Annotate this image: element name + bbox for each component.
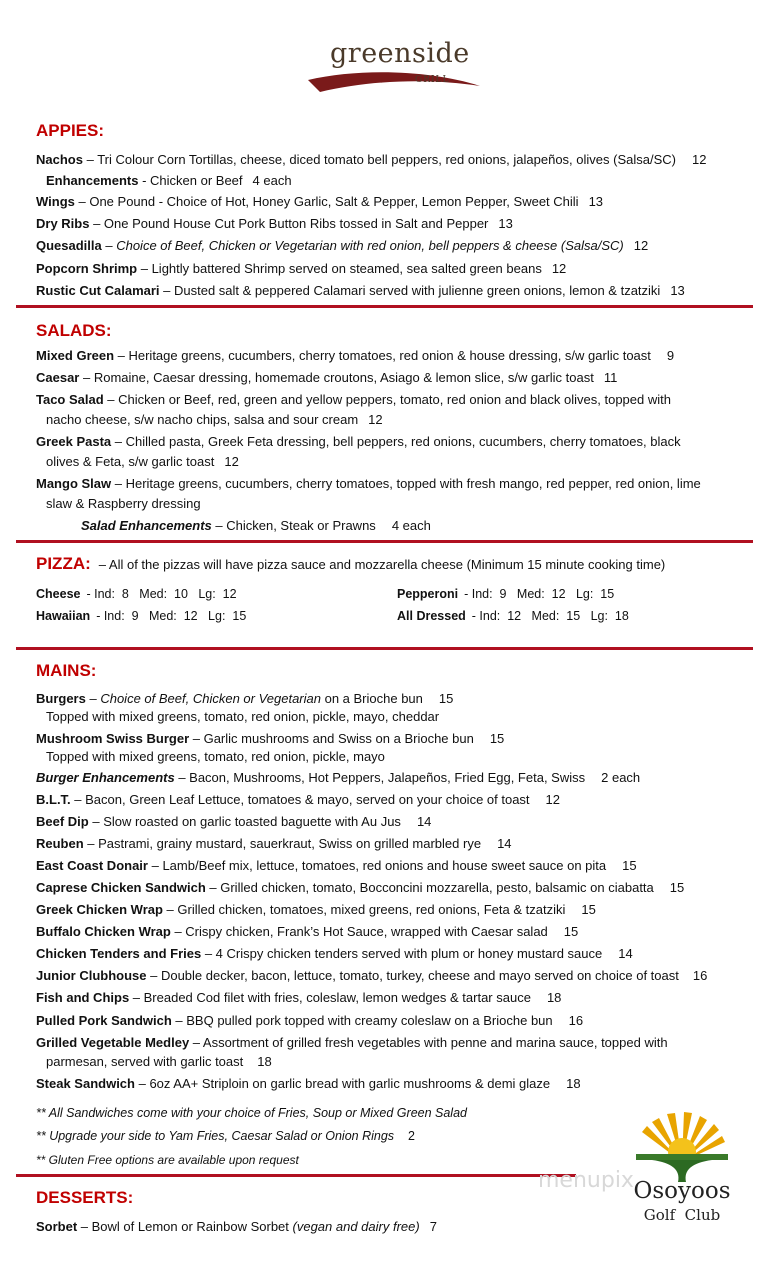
menu-item: Popcorn Shrimp – Lightly battered Shrimp served on steamed, sea salted green beans 12: [36, 261, 567, 276]
osoyoos-logo: [622, 1112, 742, 1232]
pizza-item: Pepperoni - Ind: 9 Med: 12 Lg: 15: [397, 587, 615, 601]
mains-note: ** All Sandwiches come with your choice of Fries, Soup or Mixed Green Salad: [36, 1106, 467, 1120]
menu-item: Caprese Chicken Sandwich – Grilled chicken, tomato, Bocconcini mozzarella, pesto, balsamic on ciabatta 15: [36, 880, 685, 895]
menu-item: Pulled Pork Sandwich – BBQ pulled pork topped with creamy coleslaw on a Brioche bun 16: [36, 1013, 584, 1028]
menu-item: Enhancements - Chicken or Beef 4 each: [46, 173, 292, 188]
menu-item: Quesadilla – Choice of Beef, Chicken or Vegetarian with red onion, bell peppers & cheese (Salsa/SC) 12: [36, 238, 649, 253]
menu-item-cont: Topped with mixed greens, tomato, red onion, pickle, mayo: [46, 749, 385, 764]
pizza-item: Cheese - Ind: 8 Med: 10 Lg: 12: [36, 587, 237, 601]
menu-item: Nachos – Tri Colour Corn Tortillas, cheese, diced tomato bell peppers, red onions, jalapeños, olives (Salsa/SC) 12: [36, 152, 707, 167]
menu-item: Burger Enhancements – Bacon, Mushrooms, Hot Peppers, Jalapeños, Fried Egg, Feta, Swiss 2 each: [36, 770, 641, 785]
menu-item-cont: Topped with mixed greens, tomato, red onion, pickle, mayo, cheddar: [46, 709, 440, 724]
logo-name: greenside: [330, 38, 470, 69]
osoyoos-sub: Golf Club: [643, 1206, 721, 1224]
section-divider: [16, 647, 753, 650]
menu-item: Caesar – Romaine, Caesar dressing, homemade croutons, Asiago & lemon slice, s/w garlic toast 11: [36, 370, 618, 385]
watermark: menupix: [538, 1168, 634, 1193]
menu-item: Wings – One Pound - Choice of Hot, Honey Garlic, Salt & Pepper, Lemon Pepper, Sweet Chili 13: [36, 194, 604, 209]
section-divider: [16, 305, 753, 308]
salads-title: SALADS:: [36, 321, 112, 340]
menu-item: Burgers – Choice of Beef, Chicken or Vegetarian on a Brioche bun 15: [36, 691, 454, 706]
mains-note: ** Gluten Free options are available upon request: [36, 1153, 299, 1167]
appies-title: APPIES:: [36, 121, 105, 140]
menu-item: Sorbet – Bowl of Lemon or Rainbow Sorbet (vegan and dairy free) 7: [36, 1219, 437, 1234]
menu-item: Taco Salad – Chicken or Beef, red, green and yellow peppers, tomato, red onion and black olives, topped with: [36, 392, 671, 407]
menu-item: B.L.T. – Bacon, Green Leaf Lettuce, tomatoes & mayo, served on your choice of toast 12: [36, 792, 561, 807]
sun-logo-icon: [622, 1112, 742, 1182]
osoyoos-name: Osoyoos: [633, 1178, 731, 1204]
menu-item: East Coast Donair – Lamb/Beef mix, lettuce, tomatoes, red onions and house sweet sauce on pita 15: [36, 858, 637, 873]
menu-item: Dry Ribs – One Pound House Cut Pork Button Ribs tossed in Salt and Pepper 13: [36, 216, 513, 231]
greenside-logo: [300, 30, 490, 110]
menu-item-cont: parmesan, served with garlic toast 18: [46, 1054, 272, 1069]
menu-item: Beef Dip – Slow roasted on garlic toasted baguette with Au Jus 14: [36, 814, 432, 829]
menu-item-cont: slaw & Raspberry dressing: [46, 496, 201, 511]
pizza-item: All Dressed - Ind: 12 Med: 15 Lg: 18: [397, 609, 629, 623]
pizza-item: Hawaiian - Ind: 9 Med: 12 Lg: 15: [36, 609, 247, 623]
menu-item: Greek Pasta – Chilled pasta, Greek Feta dressing, bell peppers, red onions, cucumbers, cherry tomatoes, black: [36, 434, 681, 449]
menu-item: Buffalo Chicken Wrap – Crispy chicken, Frank’s Hot Sauce, wrapped with Caesar salad 15: [36, 924, 579, 939]
menu-item: Salad Enhancements – Chicken, Steak or Prawns 4 each: [81, 518, 431, 533]
mains-note: ** Upgrade your side to Yam Fries, Caesar Salad or Onion Rings 2: [36, 1129, 415, 1143]
section-divider: [16, 540, 753, 543]
menu-item: Fish and Chips – Breaded Cod filet with fries, coleslaw, lemon wedges & tartar sauce 18: [36, 990, 562, 1005]
menu-item: Mushroom Swiss Burger – Garlic mushrooms and Swiss on a Brioche bun 15: [36, 731, 505, 746]
section-divider: [16, 1174, 576, 1177]
menu-item: Rustic Cut Calamari – Dusted salt & peppered Calamari served with julienne green onions, lemon & tzatziki 13: [36, 283, 685, 298]
menu-item-cont: nacho cheese, s/w nacho chips, salsa and sour cream 12: [46, 412, 383, 427]
menu-item: Greek Chicken Wrap – Grilled chicken, tomatoes, mixed greens, red onions, Feta & tzatziki 15: [36, 902, 596, 917]
menu-item-cont: olives & Feta, s/w garlic toast 12: [46, 454, 239, 469]
mains-title: MAINS:: [36, 661, 97, 680]
menu-item: Mixed Green – Heritage greens, cucumbers, cherry tomatoes, red onion & house dressing, s/w garlic toast 9: [36, 348, 675, 363]
menu-item: Junior Clubhouse – Double decker, bacon, lettuce, tomato, turkey, cheese and mayo served on choice of toast 16: [36, 968, 708, 983]
logo-sub: GRILL: [415, 75, 450, 85]
desserts-title: DESSERTS:: [36, 1188, 134, 1207]
pizza-header: PIZZA: – All of the pizzas will have pizza sauce and mozzarella cheese (Minimum 15 minute cooking time): [36, 554, 666, 573]
menu-item: Mango Slaw – Heritage greens, cucumbers, cherry tomatoes, topped with fresh mango, red pepper, red onion, lime: [36, 476, 701, 491]
menu-item: Steak Sandwich – 6oz AA+ Striploin on garlic bread with garlic mushrooms & demi glaze 18: [36, 1076, 581, 1091]
menu-item: Chicken Tenders and Fries – 4 Crispy chicken tenders served with plum or honey mustard sauce 14: [36, 946, 633, 961]
menu-item: Grilled Vegetable Medley – Assortment of grilled fresh vegetables with penne and marina sauce, topped with: [36, 1035, 668, 1050]
menu-item: Reuben – Pastrami, grainy mustard, sauerkraut, Swiss on grilled marbled rye 14: [36, 836, 512, 851]
